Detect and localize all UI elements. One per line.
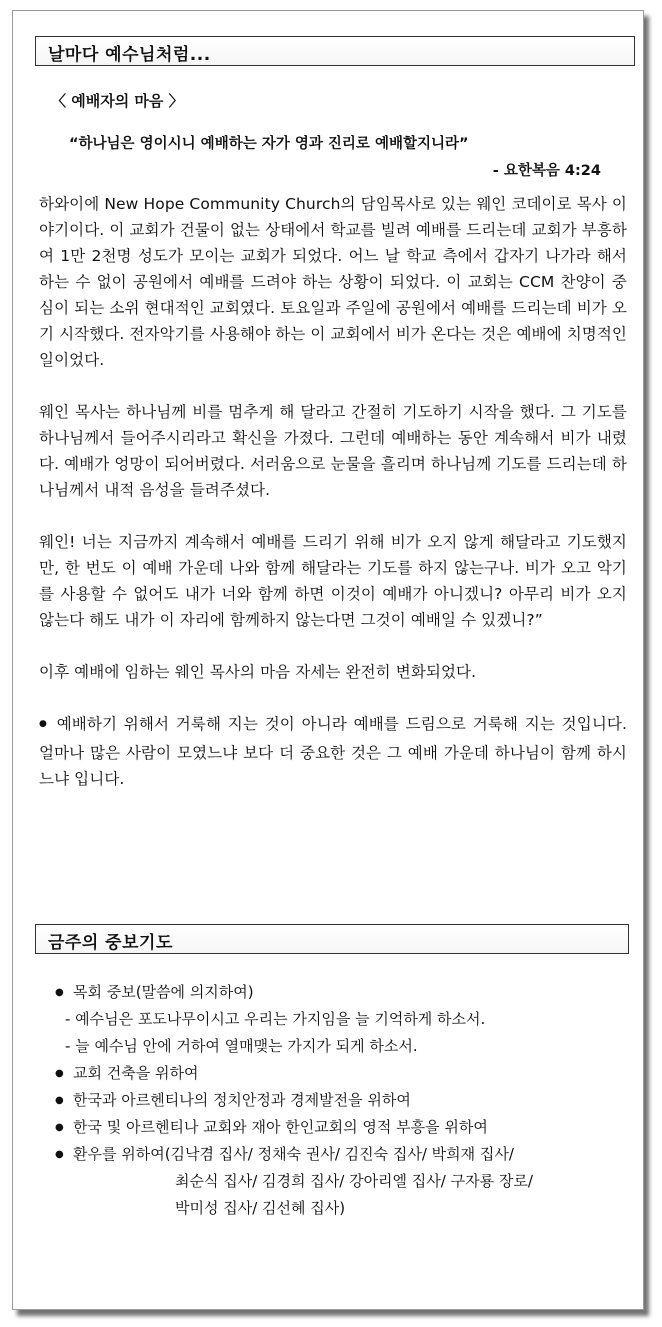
paragraph: 이후 예배에 임하는 웨인 목사의 마음 자세는 완전히 변화되었다. <box>39 663 477 681</box>
prayer-item-text: 한국 및 아르헨티나 교회와 재아 한인교회의 영적 부흥을 위하여 <box>73 1118 488 1136</box>
paragraph: 하와이에 New Hope Community Church의 담임목사로 있는 웨인 코데이로 목사 이야기이다. 이 교회가 건물이 없는 상태에서 학교를 빌려 예배를 드리는데 교회가 부흥하여 1만 2천명 성도가 모이는 교회가 되었다. 어느 날 학교 측에서 갑자기 나가라 해서 하는 수 없이 공원에서 예배를 드려야 하는 상황이 되었다. 이 교회는 CCM 찬양이 중심이 되는 소위 현대적인 교회였다. 토요일과 주일에 공원에서 예배를 드리는데 비가 오기 시작했다. 전자악기를 사용해야 하는 이 교회에서 비가 온다는 것은 예배에 치명적인 일이었다. <box>39 195 627 369</box>
prayer-section-title: 금주의 중보기도 <box>48 933 173 953</box>
closing-point: ● 예배하기 위해서 거룩해 지는 것이 아니라 예배를 드림으로 거룩해 지는 것입니다. 얼마나 많은 사람이 모였느냐 보다 더 중요한 것은 그 예배 가운데 하나님이 함께 하시느냐 입니다. <box>39 711 627 792</box>
section-header <box>35 36 635 66</box>
paragraph: 웨인! 너는 지금까지 계속해서 예배를 드리기 위해 비가 오지 않게 해달라고 기도했지만, 한 번도 이 예배 가운데 나와 함께 해달라는 기도를 하지 않는구나. 비가 오고 악기를 사용할 수 없어도 내가 너와 함께 하면 이것이 예배가 아니겠니? 아무리 비가 오지 않는다 해도 내가 이 자리에 함께하지 않는다면 그것이 예배일 수 있겠니?” <box>39 533 627 629</box>
prayer-item-text: 목회 중보(말씀에 의지하여) <box>73 983 254 1001</box>
prayer-subitem: - 늘 예수님 안에 거하여 열매맺는 가지가 되게 하소서. <box>65 1037 418 1055</box>
prayer-section-header <box>35 924 629 954</box>
scripture-reference: - 요한복음 4:24 <box>492 163 601 179</box>
prayer-item <box>53 979 643 1006</box>
bullet-icon: ● <box>55 1122 64 1133</box>
paragraph: 웨인 목사는 하나님께 비를 멈추게 해 달라고 간절히 기도하기 시작을 했다. 그 기도를 하나님께서 들어주시리라고 확신을 가졌다. 그런데 예배하는 동안 계속해서 비가 내렸다. 예배가 엉망이 되어버렸다. 서러움으로 눈물을 흘리며 하나님께 기도를 드리는데 하나님께서 내적 음성을 들려주셨다. <box>39 403 627 499</box>
section-title: 날마다 예수님처럼... <box>48 45 211 65</box>
prayer-subitem: - 예수님은 포도나무이시고 우리는 가지임을 늘 기억하게 하소서. <box>65 1010 486 1028</box>
subheading: 〈 예배자의 마음 〉 <box>51 92 184 110</box>
prayer-item-text: 교회 건축을 위하여 <box>73 1064 199 1082</box>
bullet-icon: ● <box>55 1095 64 1106</box>
prayer-item-text: 한국과 아르헨티나의 정치안정과 경제발전을 위하여 <box>73 1091 411 1109</box>
bullet-icon: ● <box>55 1149 64 1160</box>
prayer-list <box>53 979 643 1222</box>
prayer-item <box>53 1141 643 1222</box>
bullet-icon: ● <box>55 1068 64 1079</box>
prayer-item-continuation: 최순식 집사/ 김경희 집사/ 강아리엘 집사/ 구자룡 장로/ <box>175 1172 533 1190</box>
bullet-icon: ● <box>55 987 64 998</box>
prayer-item <box>53 1060 643 1087</box>
scripture-verse: “하나님은 영이시니 예배하는 자가 영과 진리로 예배할지니라” <box>69 136 469 152</box>
article-body <box>39 191 627 818</box>
prayer-item-text: 환우를 위하여(김낙겸 집사/ 정채숙 권사/ 김진숙 집사/ 박희재 집사/ <box>73 1145 514 1163</box>
prayer-item <box>53 1114 643 1141</box>
prayer-item <box>53 1087 643 1114</box>
prayer-item-continuation: 박미성 집사/ 김선혜 집사) <box>175 1199 346 1217</box>
bulletin-page <box>12 10 644 1310</box>
